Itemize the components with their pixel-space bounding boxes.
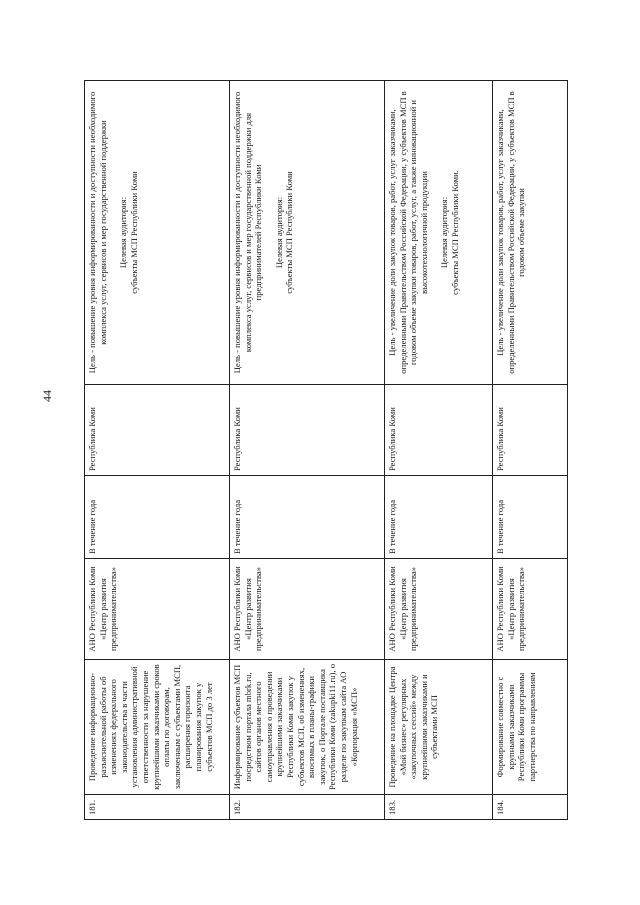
event-description: Информирование субъектов МСП посредством портала mbrk.ru, сайтов органов местного самоуправления о проведении крупнейшими заказчиками Республики Коми закупок у субъектов МСП, об изменениях, вносимых в планы-графики закупок, о Портале поставщика Республики Коми (zakupki11.ru), о разделе по закупкам сайта АО «Корпорация «МСП» (230, 660, 385, 795)
goal-cell (493, 81, 568, 385)
executor: АНО Республики Коми «Центр развития предпринимательства» (385, 559, 493, 660)
page-number: 44 (40, 390, 54, 402)
audience-label: Целевая аудитория: (439, 196, 450, 269)
goal-text: Цель - повышение уровня информированности и доступности необходимого комплекса услуг, сервисов и мер государственной поддержки для предпринимателей Республики Коми (232, 91, 264, 374)
region: Республика Коми (85, 385, 230, 476)
region: Республика Коми (493, 385, 568, 476)
goal-text: Цель - повышение уровня информированности и доступности необходимого комплекса услуг, сервисов и мер государственной поддержки (87, 91, 108, 374)
goal-text: Цель - увеличение доли закупок товаров, работ, услуг заказчиками, определенными Правительством Российской Федерации, у субъектов МСП в годовом объеме закупки (495, 91, 527, 374)
region: Республика Коми (230, 385, 385, 476)
audience-text: субъекты МСП Республики Коми. (449, 170, 460, 295)
table-row (230, 81, 385, 820)
term: В течение года (493, 476, 568, 559)
region: Республика Коми (385, 385, 493, 476)
term: В течение года (230, 476, 385, 559)
table-row (493, 81, 568, 820)
audience-text: субъекты МСП Республики Коми (128, 171, 139, 294)
table-row (85, 81, 230, 820)
event-description: Проведение на площадке Центра «Мой бизнес» регулярных «закупочных сессий» между крупнейшими заказчиками и субъектами МСП (385, 660, 493, 795)
goal-text: Цель - увеличение доли закупок товаров, работ, услуг заказчиками, определенными Правительством Российской Федерации, у субъектов МСП в годовом объеме закупки товаров, работ, услуг, а также инновационной и высокотехнологичной продукции (387, 91, 429, 374)
row-number: 181. (85, 795, 230, 820)
event-description: Проведение информационно-разъяснительной работы об изменениях федерального законодательства в части установления административной ответственности за нарушение крупнейшими заказчиками сроков оплаты по договорам, заключенным с субъектами МСП, расширения горизонта планирования закупок у субъектов МСП до 3 лет (85, 660, 230, 795)
audience-text: субъекты МСП Республики Коми (284, 171, 295, 294)
executor: АНО Республики Коми «Центр развития предпринимательства» (85, 559, 230, 660)
term: В течение года (85, 476, 230, 559)
row-number: 182. (230, 795, 385, 820)
row-number: 184. (493, 795, 568, 820)
goal-cell (85, 81, 230, 385)
goal-cell (230, 81, 385, 385)
table-row (385, 81, 493, 820)
event-description: Формирование совместно с крупными заказчиками Республики Коми программы партнерства по направлениям (493, 660, 568, 795)
row-number: 183. (385, 795, 493, 820)
events-table (84, 80, 568, 820)
term: В течение года (385, 476, 493, 559)
executor: АНО Республики Коми «Центр развития предпринимательства» (493, 559, 568, 660)
audience-label: Целевая аудитория: (273, 196, 284, 269)
audience-label: Целевая аудитория: (118, 196, 129, 269)
rotated-table-container (84, 80, 584, 820)
goal-cell (385, 81, 493, 385)
executor: АНО Республики Коми «Центр развития предпринимательства» (230, 559, 385, 660)
